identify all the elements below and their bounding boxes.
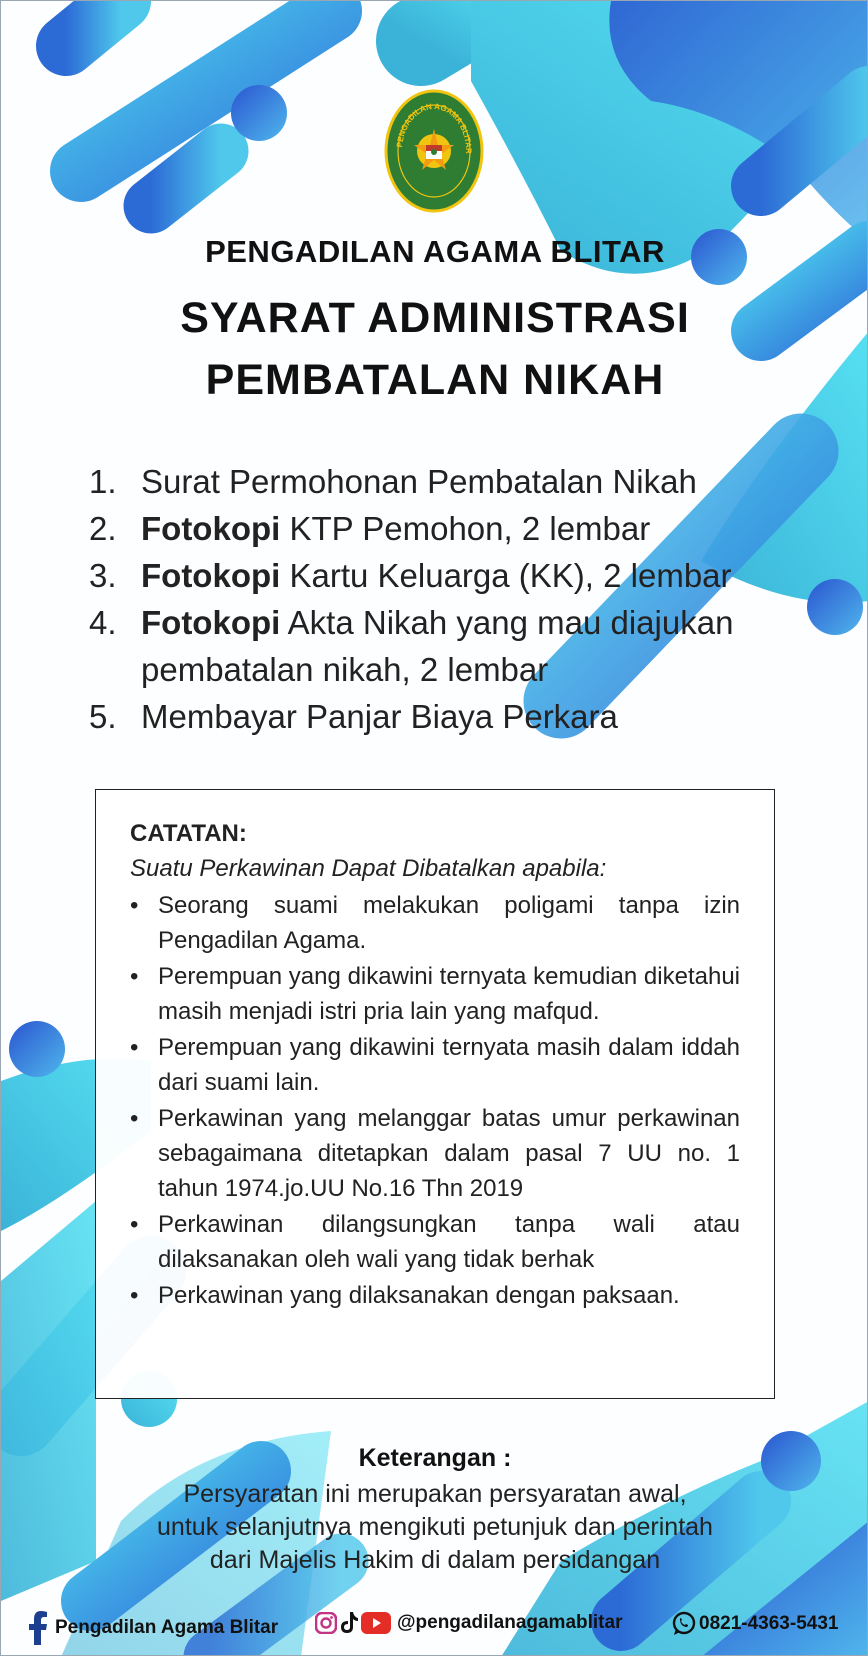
court-name: PENGADILAN AGAMA BLITAR	[205, 234, 665, 269]
note-item: • Perkawinan yang melanggar batas umur perkawinan sebagaimana ditetapkan dalam pasal 7 UU no. 1 tahun 1974.jo.UU No.16 Thn 2019	[130, 1101, 740, 1206]
info-heading: Keterangan :	[358, 1444, 512, 1472]
svg-text:PENGADILAN AGAMA BLITAR: PENGADILAN AGAMA BLITAR	[395, 101, 474, 154]
requirement-item	[89, 552, 789, 599]
requirement-item	[89, 505, 789, 552]
tiktok-icon	[339, 1611, 359, 1635]
requirement-text: Fotokopi Akta Nikah yang mau diajukan pembatalan nikah, 2 lembar	[141, 604, 734, 688]
whatsapp-icon	[671, 1611, 697, 1637]
requirement-number: 2.	[89, 510, 117, 547]
note-subheading: Suatu Perkawinan Dapat Dibatalkan apabila:	[130, 855, 607, 882]
requirement-item	[89, 693, 789, 740]
requirement-item	[89, 458, 789, 505]
note-box	[95, 789, 775, 1399]
bullet: •	[130, 1211, 139, 1238]
youtube-icon	[361, 1612, 391, 1634]
social-handle: @pengadilanagamablitar	[397, 1612, 623, 1633]
requirement-text: Fotokopi KTP Pemohon, 2 lembar	[141, 510, 651, 547]
note-item: • Perempuan yang dikawini ternyata kemudian diketahui masih menjadi istri pria lain yang mafqud.	[130, 959, 740, 1029]
bullet: •	[130, 963, 139, 990]
requirement-number: 1.	[89, 463, 117, 500]
note-item: • Perkawinan dilangsungkan tanpa wali atau dilaksanakan oleh wali yang tidak berhak	[130, 1207, 740, 1277]
requirement-number: 3.	[89, 557, 117, 594]
social-links[interactable]	[315, 1611, 622, 1635]
requirements-list	[89, 458, 789, 740]
phone-number: 0821-4363-5431	[699, 1613, 839, 1634]
note-item: • Perkawinan yang dilaksanakan dengan paksaan.	[130, 1278, 740, 1313]
info-line2: untuk selanjutnya mengikuti petunjuk dan perintah	[157, 1513, 713, 1541]
page-title-line1: SYARAT ADMINISTRASI	[180, 294, 690, 342]
note-list	[130, 888, 740, 1313]
facebook-icon	[27, 1611, 49, 1645]
info-line3: dari Majelis Hakim di dalam persidangan	[209, 1546, 661, 1574]
facebook-label: Pengadilan Agama Blitar	[55, 1617, 279, 1638]
instagram-icon	[315, 1612, 337, 1634]
requirement-number: 5.	[89, 698, 117, 735]
requirement-item	[89, 599, 789, 693]
requirement-number: 4.	[89, 604, 117, 641]
page-title-line2: PEMBATALAN NIKAH	[205, 356, 665, 404]
whatsapp-link[interactable]	[671, 1611, 838, 1637]
requirement-text: Fotokopi Kartu Keluarga (KK), 2 lembar	[141, 557, 732, 594]
bullet: •	[130, 1105, 139, 1132]
footer	[1, 1605, 868, 1645]
bullet: •	[130, 1282, 139, 1309]
court-logo	[384, 89, 484, 214]
requirement-text: Membayar Panjar Biaya Perkara	[141, 698, 618, 735]
bullet: •	[130, 1034, 139, 1061]
bullet: •	[130, 892, 139, 919]
info-line1: Persyaratan ini merupakan persyaratan awal,	[183, 1480, 687, 1508]
note-item: • Perempuan yang dikawini ternyata masih dalam iddah dari suami lain.	[130, 1030, 740, 1100]
facebook-link[interactable]	[27, 1611, 278, 1645]
note-item: • Seorang suami melakukan poligami tanpa izin Pengadilan Agama.	[130, 888, 740, 958]
note-heading: CATATAN:	[130, 820, 247, 847]
requirement-text: Surat Permohonan Pembatalan Nikah	[141, 463, 697, 500]
